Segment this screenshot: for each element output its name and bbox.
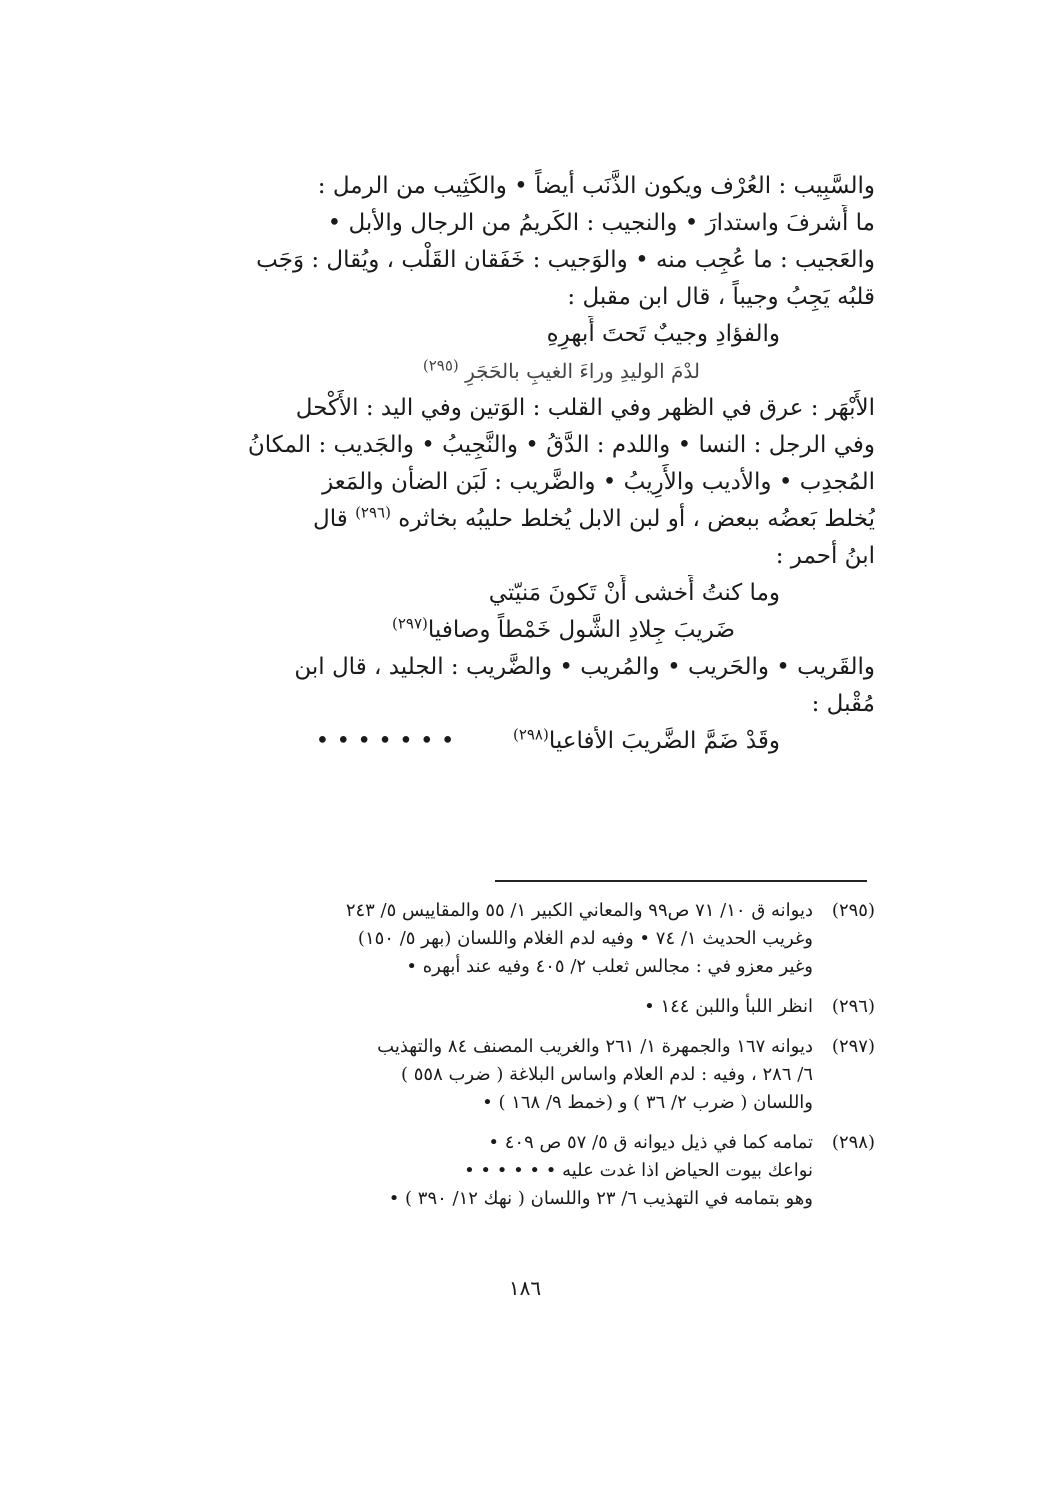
footnote xyxy=(185,1033,875,1117)
footnote-ref: (٢٩٧) xyxy=(391,614,428,633)
main-text xyxy=(185,168,875,760)
footnote-body xyxy=(185,897,813,981)
text-line: ابنُ أحمر : xyxy=(775,543,875,569)
footnote-body xyxy=(185,1129,813,1213)
footnote xyxy=(185,993,875,1021)
footnote-line: وغير معزو في : مجالس ثعلب ٢/ ٤٠٥ وفيه عند أبهره • xyxy=(406,956,813,977)
footnote-line: انظر اللبأ واللبن ١٤٤ • xyxy=(644,996,813,1017)
verse-text: وقَدْ ضَمَّ الضَّريبَ الأفاعيا xyxy=(548,728,780,754)
footnote-line: ديوانه ق ١٠/ ٧١ ص٩٩ والمعاني الكبير ١/ ٥٥ والمقاييس ٥/ ٢٤٣ xyxy=(345,900,813,921)
footnote-line: وغريب الحديث ١/ ٧٤ • وفيه لدم الغلام واللسان (بهر ٥/ ١٥٠) xyxy=(357,928,813,949)
footnote-number: (٢٩٥) xyxy=(831,900,875,921)
text-line: والقَريب • والحَريب • والمُريب • والضَّريب : الجليد ، قال ابن xyxy=(294,654,875,680)
text-line: مُقْبل : xyxy=(811,691,875,717)
text-segment: قال xyxy=(313,506,348,532)
page-number: ١٨٦ xyxy=(508,1276,542,1300)
footnote-number: (٢٩٦) xyxy=(831,996,875,1017)
footnote-body xyxy=(185,993,813,1021)
text-line: والعَجيب : ما عُجِب منه • والوَجيب : خَفَقان القَلْب ، ويُقال : وَجَب xyxy=(256,247,875,273)
footnote-body xyxy=(185,1033,813,1117)
footnote-line: واللسان ( ضرب ٢/ ٣٦ ) و (خمط ٩/ ١٦٨ ) • xyxy=(482,1092,813,1113)
footnote-ref: (٢٩٥) xyxy=(422,356,459,375)
text-line: وفي الرجل : النسا • واللدم : الدَّقُ • والنَّجِيبُ • والجَديب : المكانُ xyxy=(247,432,875,458)
text-line: الأَبْهَر : عرق في الظهر وفي القلب : الوَتين وفي اليد : الأَكْحل xyxy=(295,395,875,421)
verse-line xyxy=(185,723,875,760)
footnote-ref: (٢٩٨) xyxy=(512,725,549,744)
footnote-divider xyxy=(495,880,867,882)
footnote-number: (٢٩٨) xyxy=(831,1132,875,1153)
text-line: قلبُه يَجِبُ وجيباً ، قال ابن مقبل : xyxy=(567,284,875,310)
footnote xyxy=(185,897,875,981)
footnote-line: وهو بتمامه في التهذيب ٦/ ٢٣ واللسان ( نهك ١٢/ ٣٩٠ ) • xyxy=(388,1188,813,1209)
text-line: المُجدِب • والأديب والأَرِيبُ • والضَّريب : لَبَن الضأن والمَعز xyxy=(322,469,875,495)
footnote-line: نواعك بيوت الحياض اذا غدت عليه • • • • • • xyxy=(464,1160,813,1181)
footnote-line: تمامه كما في ذيل ديوانه ق ٥/ ٥٧ ص ٤٠٩ • xyxy=(488,1132,813,1153)
text-line xyxy=(185,501,875,538)
verse-line: والفؤادِ وجيبٌ تَحتَ أَبهرِهِ xyxy=(546,321,780,347)
footnote xyxy=(185,1129,875,1213)
text-line: والسَّبِيب : العُرْف ويكون الذَّنَب أيضاً • والكَثِيب من الرمل : xyxy=(317,173,875,199)
verse-text: ضَريبَ جِلادِ الشَّول خَمْطاً وصافيا xyxy=(427,617,735,643)
verse-line: وما كنتُ أَخشى أَنْ تَكونَ مَنيّتي xyxy=(488,580,780,606)
footnote-line: ديوانه ١٦٧ والجمهرة ١/ ٢٦١ والغريب المصنف ٨٤ والتهذيب xyxy=(377,1036,813,1057)
text-line: ما أَشرفَ واستدارَ • والنجيب : الكَريمُ من الرجال والأبل • xyxy=(327,210,875,236)
verse-text: لدْمَ الوليدِ وراءَ الغيبِ بالحَجَرِ xyxy=(465,359,700,383)
footnote-ref: (٢٩٦) xyxy=(355,503,391,522)
footnotes xyxy=(185,897,875,1225)
footnote-line: ٦/ ٢٨٦ ، وفيه : لدم العلام واساس البلاغة ( ضرب ٥٥٨ ) xyxy=(401,1064,813,1085)
text-segment: يُخلط بَعضُه ببعض ، أو لبن الابل يُخلط حليبُه بخاثره xyxy=(398,506,875,532)
verse-line xyxy=(185,353,875,390)
footnote-number: (٢٩٧) xyxy=(831,1036,875,1057)
verse-line xyxy=(185,612,875,649)
ellipsis-dots: • • • • • • • xyxy=(315,728,455,754)
